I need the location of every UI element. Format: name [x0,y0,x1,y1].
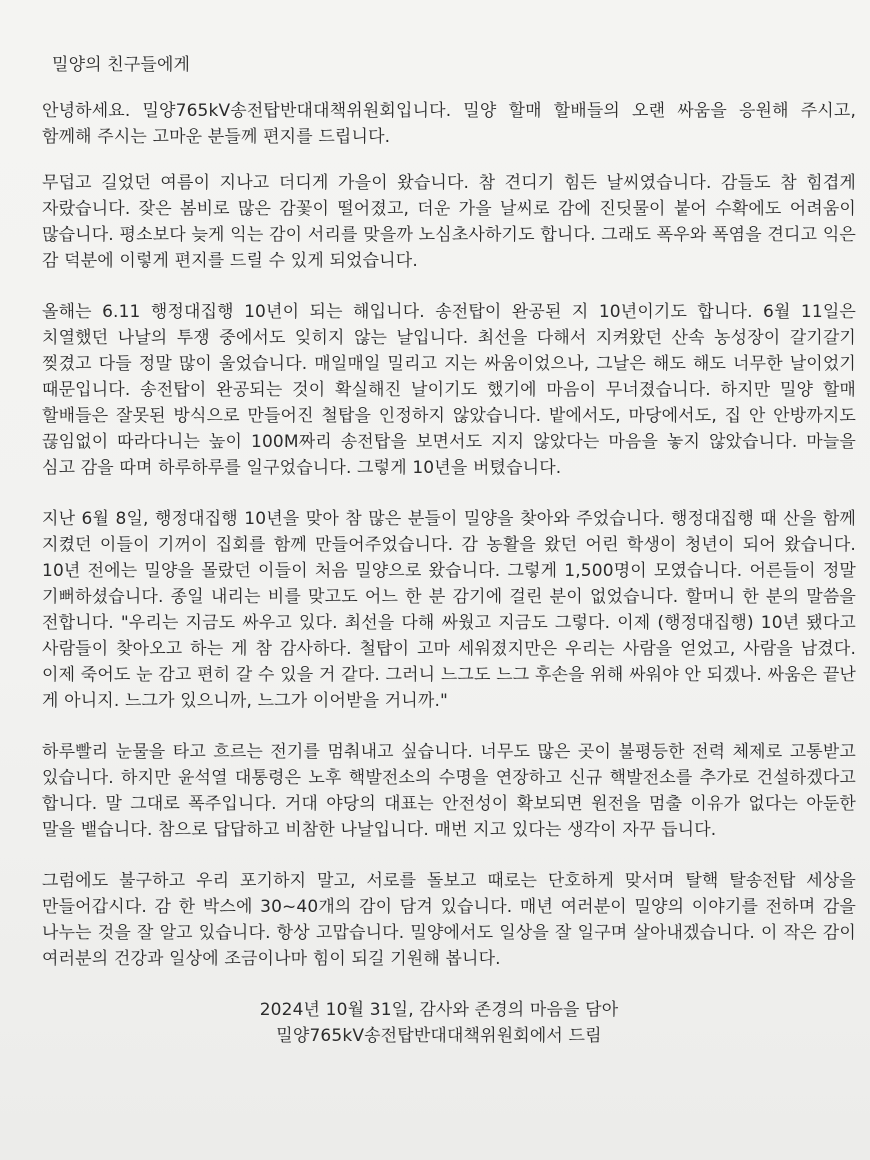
paragraph-anniversary: 올해는 6.11 행정대집행 10년이 되는 해입니다. 송전탑이 완공된 지 10년이기도 합니다. 6월 11일은 치열했던 나날의 투쟁 중에서도 잊히지 않는 날입니다. 최선을 다해서 지켜왔던 산속 농성장이 갈기갈기 찢겼고 다들 정말 많이 울었습니다. 매일매일 밀리고 지는 싸움이었으나, 그날은 해도 해도 너무한 날이었기 때문입니다. 송전탑이 완공되는 것이 확실해진 날이기도 했기에 마음이 무너졌습니다. 하지만 밀양 할매 할배들은 잘못된 방식으로 만들어진 철탑을 인정하지 않았습니다. 밭에서도, 마당에서도, 집 안 안방까지도 끊임없이 따라다니는 높이 100M짜리 송전탑을 보면서도 지지 않았다는 마음을 놓지 않았습니다. 마늘을 심고 감을 따며 하루하루를 일구었습니다. 그렇게 10년을 버텼습니다. [42,302,856,478]
closing-sender: 밀양765kV송전탑반대대책위원회에서 드림 [276,1026,602,1046]
paragraph-weather: 무덥고 길었던 여름이 지나고 더디게 가을이 왔습니다. 참 견디기 힘든 날씨였습니다. 감들도 참 힘겹게 자랐습니다. 잦은 봄비로 많은 감꽃이 떨어졌고, 더운 가을 날씨로 감에 진딧물이 붙어 수확에도 어려움이 많습니다. 평소보다 늦게 익는 감이 서리를 맞을까 노심초사하기도 합니다. 그래도 폭우와 폭염을 견디고 익은 감 덕분에 이렇게 편지를 드릴 수 있게 되었습니다. [42,173,856,271]
paragraph-gathering: 지난 6월 8일, 행정대집행 10년을 맞아 참 많은 분들이 밀양을 찾아와 주었습니다. 행정대집행 때 산을 함께 지켰던 이들이 기꺼이 집회를 함께 만들어주었습니다. 감 농활을 왔던 어린 학생이 청년이 되어 왔습니다. 10년 전에는 밀양을 몰랐던 이들이 처음 밀양으로 왔습니다. 그렇게 1,500명이 모였습니다. 어른들이 정말 기뻐하셨습니다. 종일 내리는 비를 맞고도 어느 한 분 감기에 걸린 분이 없었습니다. 할머니 한 분의 말씀을 전합니다. "우리는 지금도 싸우고 있다. 최선을 다해 싸웠고 지금도 그렇다. 이제 (행정대집행) 10년 됐다고 사람들이 찾아오고 하는 게 참 감사하다. 철탑이 고마 세워졌지만은 우리는 사람을 얻었고, 사람을 남겼다. 이제 죽어도 눈 감고 편히 갈 수 있을 거 같다. 그러니 느그도 느그 후손을 위해 싸워야 안 되겠나. 싸움은 끝난 게 아니지. 느그가 있으니까, 느그가 이어받을 거니까." [42,509,856,711]
paragraph-energy-policy: 하루빨리 눈물을 타고 흐르는 전기를 멈춰내고 싶습니다. 너무도 많은 곳이 불평등한 전력 체제로 고통받고 있습니다. 하지만 윤석열 대통령은 노후 핵발전소의 수명을 연장하고 신규 핵발전소를 추가로 건설하겠다고 합니다. 말 그대로 폭주입니다. 거대 야당의 대표는 안전성이 확보되면 원전을 멈출 이유가 없다는 아둔한 말을 뱉습니다. 참으로 답답하고 비참한 나날입니다. 매번 지고 있다는 생각이 자꾸 듭니다. [42,742,856,840]
letter-salutation: 밀양의 친구들에게 [52,55,191,75]
letter-closing [42,997,856,1049]
paragraph-hope: 그럼에도 불구하고 우리 포기하지 말고, 서로를 돌보고 때로는 단호하게 맞서며 탈핵 탈송전탑 세상을 만들어갑시다. 감 한 박스에 30~40개의 감이 담겨 있습니다. 매년 여러분이 밀양의 이야기를 전하며 감을 나누는 것을 잘 알고 있습니다. 항상 고맙습니다. 밀양에서도 일상을 잘 일구며 살아내겠습니다. 이 작은 감이 여러분의 건강과 일상에 조금이나마 힘이 되길 기원해 봅니다. [42,871,856,969]
closing-date: 2024년 10월 31일, 감사와 존경의 마음을 담아 [259,1000,619,1020]
paragraph-greeting: 안녕하세요. 밀양765kV송전탑반대대책위원회입니다. 밀양 할매 할배들의 오랜 싸움을 응원해 주시고, 함께해 주시는 고마운 분들께 편지를 드립니다. [42,101,856,147]
